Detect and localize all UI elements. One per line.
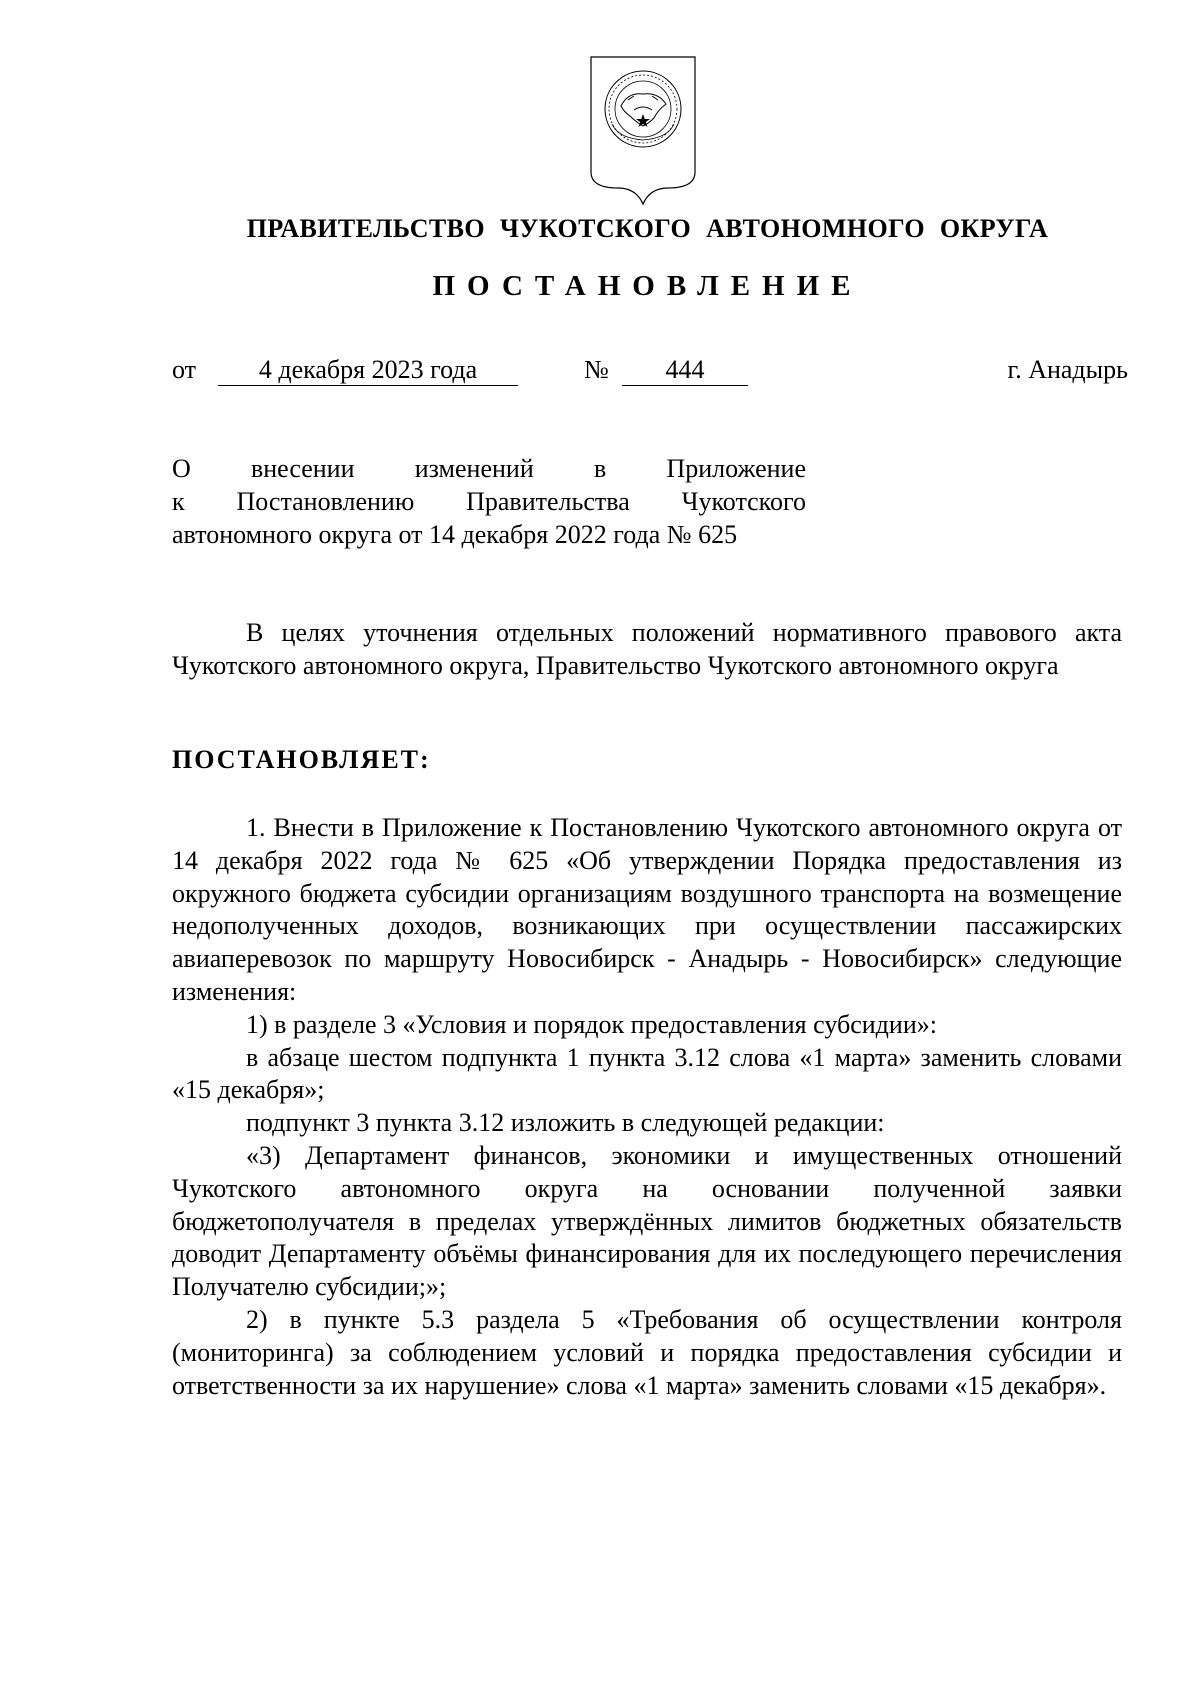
number-underline: [622, 385, 748, 386]
coat-of-arms-emblem: [588, 54, 698, 206]
resolve-heading: ПОСТАНОВЛЯЕТ:: [172, 745, 431, 774]
paragraph: 2) в пункте 5.3 раздела 5 «Требования об осуществлении контроля (мониторинга) за соблюдением условий и порядка предоставления субсидии и ответственности за их нарушение» слова «1 марта» заменить словами «15 декабря».: [172, 1304, 1122, 1400]
paragraph: подпункт 3 пункта 3.12 изложить в следующей редакции:: [246, 1108, 885, 1138]
paragraph: «3) Департамент финансов, экономики и имущественных отношений Чукотского автономного округа на основании полученной заявки бюджетополучателя в пределах утверждённых лимитов бюджетных обязательств доводит Департаменту объёмы финансирования для их последующего перечисления Получателю субсидии;»;: [172, 1140, 1122, 1302]
preamble: [172, 617, 1122, 683]
paragraph: в абзаце шестом подпункта 1 пункта 3.12 слова «1 марта» заменить словами «15 декабря»;: [172, 1042, 1122, 1105]
resolution-body: [172, 812, 1122, 1402]
date-underline: [218, 385, 518, 386]
document-date: 4 декабря 2023 года: [258, 355, 478, 384]
number-label: №: [584, 355, 609, 384]
document-subject: [172, 452, 806, 551]
paragraph: 1. Внести в Приложение к Постановлению Чукотского автономного округа от 14 декабря 2022 года № 625 «Об утверждении Порядка предоставления из окружного бюджета субсидии организациям воздушного транспорта на возмещение недополученных доходов, возникающих при осуществлении пассажирских авиаперевозок по маршруту Новосибирск - Анадырь - Новосибирск» следующие изменения:: [172, 813, 1122, 1006]
government-title: ПРАВИТЕЛЬСТВО ЧУКОТСКОГО АВТОНОМНОГО ОКРУГА: [246, 214, 1049, 243]
subject-line: автономного округа от 14 декабря 2022 года № 625: [172, 520, 738, 549]
paragraph: 1) в разделе 3 «Условия и порядок предоставления субсидии»:: [246, 1009, 937, 1039]
preamble-text: В целях уточнения отдельных положений нормативного правового акта Чукотского автономного округа, Правительство Чукотского автономного округа: [172, 618, 1122, 680]
subject-line: О внесении изменений в Приложение: [172, 454, 806, 483]
city: г. Анадырь: [1007, 355, 1128, 384]
date-prefix: от: [172, 355, 197, 384]
subject-line: к Постановлению Правительства Чукотского: [172, 487, 806, 516]
document-number: 444: [665, 355, 705, 384]
document-type-title: ПОСТАНОВЛЕНИЕ: [432, 270, 863, 302]
